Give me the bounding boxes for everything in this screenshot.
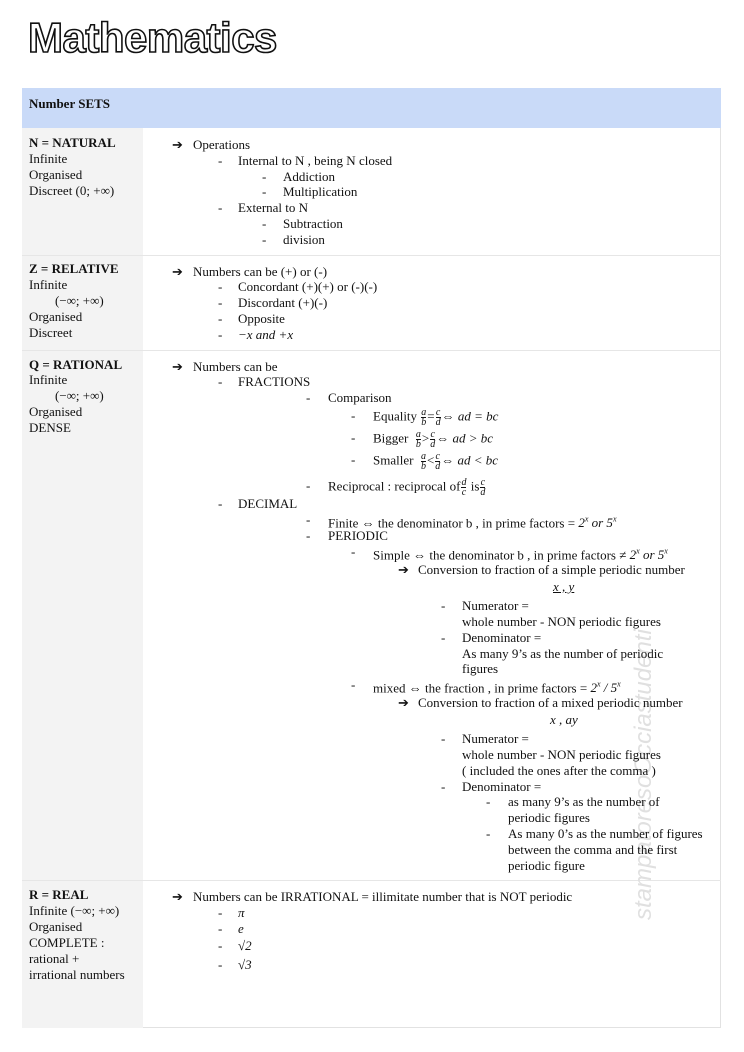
dash-bullet: - (441, 779, 446, 794)
dash-bullet: - (262, 184, 267, 199)
dash-bullet: - (218, 905, 223, 920)
dash-bullet: - (351, 408, 356, 423)
dash-bullet: - (218, 327, 223, 342)
list-item: Numbers can be (193, 359, 278, 374)
arrow-icon: ➔ (172, 264, 183, 279)
arrow-icon: ➔ (398, 562, 409, 577)
list-item: Numbers can be (+) or (-) (193, 264, 328, 279)
dash-bullet: - (218, 374, 223, 389)
list-item: Numbers can be IRRATIONAL = illimitate number that is NOT periodic (193, 889, 573, 904)
formula-smaller: Smaller $\frac{a}{b}$ < $\frac{c}{d}$ ⇔ ad < bc (373, 451, 499, 472)
dash-bullet: - (218, 496, 223, 511)
dash-bullet: - (306, 512, 311, 527)
set-property: Infinite (29, 151, 68, 166)
set-name: Z = RELATIVE (29, 261, 119, 276)
set-property: (−∞; +∞) (55, 388, 104, 403)
dash-bullet: - (306, 528, 311, 543)
list-item: Discordant (+)(-) (238, 295, 328, 310)
list-item: DECIMAL (238, 496, 298, 511)
list-item: e (238, 921, 244, 936)
dash-bullet: - (218, 921, 223, 936)
dash-bullet: - (218, 311, 223, 326)
dash-bullet: - (218, 153, 223, 168)
set-property: Infinite (−∞; +∞) (29, 903, 120, 918)
list-item: Comparison (328, 390, 392, 405)
formula-reciprocal: Reciprocal : reciprocal of $\frac{d}{c}$ is $\frac{c}{d}$ (328, 477, 486, 498)
list-item: division (283, 232, 325, 247)
list-item: whole number - NON periodic figures (462, 614, 661, 629)
list-item: As many 0’s as the number of figures (508, 826, 703, 841)
dash-bullet: - (262, 216, 267, 231)
list-item: figures (462, 661, 499, 676)
dash-bullet: - (441, 630, 446, 645)
formula: x , ay (550, 712, 578, 727)
dash-bullet: - (218, 957, 223, 972)
list-item: ( included the ones after the comma ) (462, 763, 656, 778)
arrow-icon: ➔ (398, 695, 409, 710)
list-item: as many 9’s as the number of (508, 794, 660, 809)
list-item: As many 9’s as the number of periodic (462, 646, 664, 661)
set-property: Organised (29, 919, 83, 934)
formula-equality: Equality $\frac{a}{b}$ = $\frac{c}{d}$ ⇔ ad = bc (373, 407, 499, 428)
dash-bullet: - (351, 430, 356, 445)
dash-bullet: - (218, 295, 223, 310)
list-item: Simple ⇔ the denominator b , in prime factors ≠ $2^x$ or 5$^x$ (373, 547, 668, 563)
set-name: R = REAL (29, 887, 89, 902)
list-item: Numerator = (462, 731, 529, 746)
row-divider (22, 255, 721, 256)
dash-bullet: - (262, 169, 267, 184)
set-property: (−∞; +∞) (55, 293, 104, 308)
set-property: rational + (29, 951, 80, 966)
list-item: between the comma and the first (508, 842, 678, 857)
list-item: √3 (238, 957, 252, 972)
list-item: Conversion to fraction of a mixed periodic number (418, 695, 683, 710)
watermark: stampatoresoOcciastudenti (630, 629, 657, 920)
list-item: Denominator = (462, 630, 542, 645)
page-title: Mathematics (28, 14, 277, 61)
list-item: π (238, 905, 245, 920)
list-item: Operations (193, 137, 251, 152)
list-item: mixed ⇔ the fraction , in prime factors = $2^x / 5^x$ (373, 680, 621, 696)
dash-bullet: - (306, 390, 311, 405)
dash-bullet: - (306, 478, 311, 493)
set-property: Organised (29, 309, 83, 324)
set-property: Infinite (29, 277, 68, 292)
list-item: Multiplication (283, 184, 358, 199)
list-item: Internal to N , being N closed (238, 153, 393, 168)
set-name: N = NATURAL (29, 135, 116, 150)
list-item: periodic figure (508, 858, 585, 873)
set-property: irrational numbers (29, 967, 125, 982)
list-item: Finite ⇔ the denominator b , in prime factors = $2^x$ or 5$^x$ (328, 515, 617, 531)
dash-bullet: - (351, 544, 356, 559)
set-property: Infinite (29, 372, 68, 387)
set-name: Q = RATIONAL (29, 357, 123, 372)
arrow-icon: ➔ (172, 359, 183, 374)
list-item: whole number - NON periodic figures (462, 747, 661, 762)
dash-bullet: - (218, 279, 223, 294)
set-property: Discreet (29, 325, 73, 340)
list-item: √2 (238, 938, 252, 953)
list-item: Concordant (+)(+) or (-)(-) (238, 279, 378, 294)
arrow-icon: ➔ (172, 889, 183, 904)
dash-bullet: - (441, 731, 446, 746)
list-item: FRACTIONS (238, 374, 311, 389)
list-item: Addiction (283, 169, 335, 184)
dash-bullet: - (486, 794, 491, 809)
list-item: External to N (238, 200, 309, 215)
dash-bullet: - (218, 200, 223, 215)
dash-bullet: - (351, 452, 356, 467)
formula: x , y (553, 579, 575, 594)
list-item: Opposite (238, 311, 285, 326)
set-property: Discreet (0; +∞) (29, 183, 115, 198)
list-item: −x and +x (238, 327, 294, 342)
dash-bullet: - (486, 826, 491, 841)
set-property: Organised (29, 167, 83, 182)
table-header-label: Number SETS (29, 96, 111, 111)
table-header (22, 88, 721, 128)
dash-bullet: - (441, 598, 446, 613)
list-item: Subtraction (283, 216, 343, 231)
list-item: Numerator = (462, 598, 529, 613)
arrow-icon: ➔ (172, 137, 183, 152)
set-property: COMPLETE : (29, 935, 105, 950)
dash-bullet: - (262, 232, 267, 247)
set-property: Organised (29, 404, 83, 419)
list-item: Denominator = (462, 779, 542, 794)
row-divider (22, 350, 721, 351)
list-item: PERIODIC (328, 528, 388, 543)
dash-bullet: - (218, 938, 223, 953)
list-item: Conversion to fraction of a simple periodic number (418, 562, 685, 577)
set-property: DENSE (29, 420, 71, 435)
formula-bigger: Bigger $\frac{a}{b}$ > $\frac{c}{d}$ ⇔ ad > bc (373, 429, 494, 450)
list-item: periodic figures (508, 810, 590, 825)
dash-bullet: - (351, 677, 356, 692)
row-divider (22, 880, 721, 881)
